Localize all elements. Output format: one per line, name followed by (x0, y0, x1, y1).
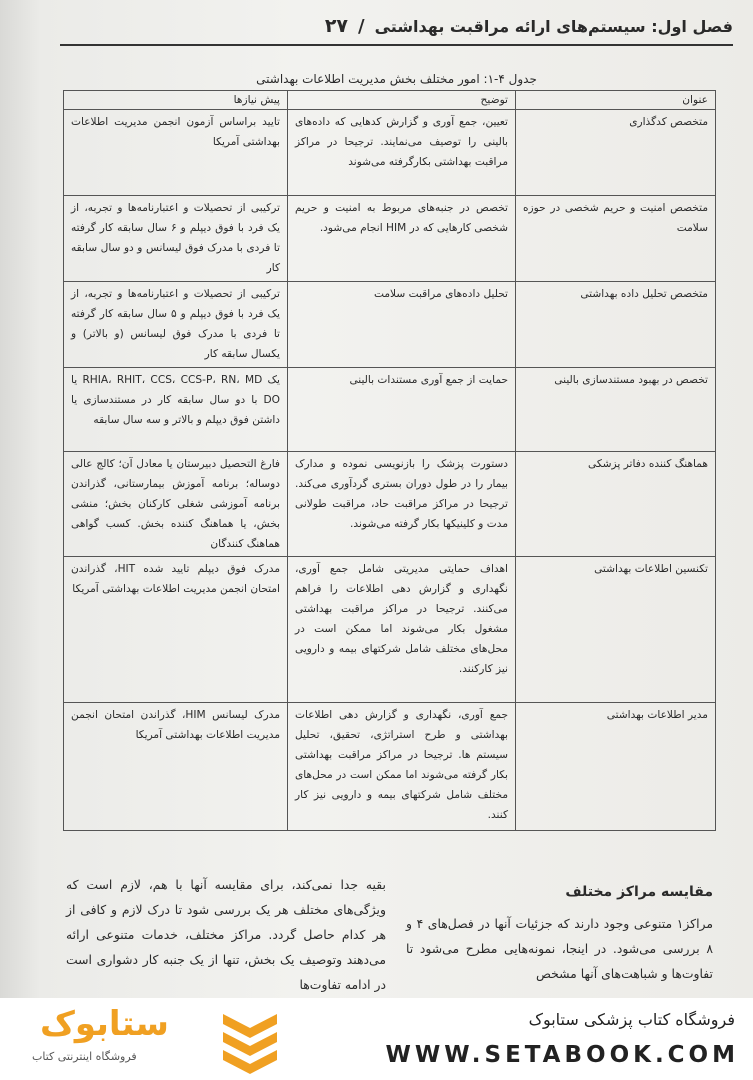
role-title: هماهنگ کننده دفاتر پزشکی (516, 452, 716, 557)
role-description: حمایت از جمع آوری مستندات بالینی (288, 368, 516, 452)
role-title: تکنسین اطلاعات بهداشتی (516, 557, 716, 703)
role-description: تحلیل داده‌های مراقبت سلامت (288, 282, 516, 368)
role-description: تعیین، جمع آوری و گزارش کدهایی که داده‌های بالینی را توصیف می‌نمایند. ترجیحا در مراکز مراقبت بهداشتی بکارگرفته می‌شوند (288, 110, 516, 196)
logo-brand: ستابوک (40, 1004, 169, 1044)
page-header (60, 8, 733, 46)
section-paragraph: مراکز۱ متنوعی وجود دارند که جزئیات آنها در فصل‌های ۴ و ۸ بررسی می‌شود. در اینجا، نمونه‌هایی مطرح می‌شود تا تفاوت‌ها و شباهت‌های آنها مشخص (406, 916, 713, 981)
logo-subtitle: فروشگاه اینترنتی کتاب (32, 1050, 137, 1063)
header-separator: / (358, 15, 365, 37)
role-prerequisites: تایید براساس آزمون انجمن مدیریت اطلاعات بهداشتی آمریکا (64, 110, 288, 196)
table-row (64, 557, 716, 703)
role-prerequisites: ترکیبی از تحصیلات و اعتبارنامه‌ها و تجربه، از یک فرد با فوق دیپلم و ۶ سال سابقه کار گرفته تا فردی با مدرک فوق لیسانس و دو سال سابقه کار (64, 196, 288, 282)
chapter-title: فصل اول: سیستم‌های ارائه مراقبت بهداشتی (374, 16, 733, 36)
section-heading: مقایسه مراکز مختلف (565, 884, 713, 900)
logo[interactable] (18, 1004, 208, 1072)
roles-table (63, 90, 716, 831)
table-row (64, 282, 716, 368)
role-prerequisites: مدرک فوق دیپلم تایید شده HIT، گذراندن امتحان انجمن مدیریت اطلاعات بهداشتی آمریکا (64, 557, 288, 703)
role-title: متخصص امنیت و حریم شخصی در حوزه سلامت (516, 196, 716, 282)
header-description: توضیح (288, 91, 516, 110)
body-text-right-column (406, 880, 713, 986)
role-description: تخصص در جنبه‌های مربوط به امنیت و حریم شخصی کارهایی که در HIM انجام می‌شود. (288, 196, 516, 282)
role-prerequisites: یک RHIA، RHIT، CCS، CCS-P، RN، MD یا DO با دو سال سابقه کار در مستندسازی یا داشتن فوق دیپلم و بالاتر و سه سال سابقه (64, 368, 288, 452)
table-row (64, 110, 716, 196)
body-text-left: بقیه جدا نمی‌کند، برای مقایسه آنها با هم، لازم است که ویژگی‌های مختلف هر یک بررسی شود تا درک لازم و کافی از هر کدام حاصل گردد. مراکز مختلف، خدمات متنوعی ارائه می‌دهند وتوصیف یک بخش، تنها از یک جنبه کار دشواری است در ادامه تفاوت‌ها (66, 877, 386, 992)
shop-url[interactable]: WWW.SETABOOK.COM (385, 1042, 739, 1068)
role-title: مدیر اطلاعات بهداشتی (516, 703, 716, 831)
header-title: عنوان (516, 91, 716, 110)
table-row (64, 196, 716, 282)
table-caption: جدول ۴-۱: امور مختلف بخش مدیریت اطلاعات بهداشتی (256, 72, 537, 86)
table-row (64, 368, 716, 452)
shop-name: فروشگاه کتاب پزشکی ستابوک (528, 1010, 735, 1029)
role-description: دستورت پزشک را بازنویسی نموده و مدارک بیمار را در طول دوران بستری گردآوری می‌کند. ترجیحا در مراکز مراقبت حاد، مراقبت طولانی مدت و کلینیکها بکار گرفته می‌شوند. (288, 452, 516, 557)
role-title: متخصص تحلیل داده بهداشتی (516, 282, 716, 368)
header-prerequisites: پیش نیازها (64, 91, 288, 110)
role-prerequisites: فارغ التحصیل دبیرستان یا معادل آن؛ کالج عالی دوساله؛ برنامه آموزش بیمارستانی، گذراندن برنامه آموزشی شغلی کارکنان بخش؛ منشی بخش، یا هماهنگ کننده بخش. کسب گواهی هماهنگ کنندگان (64, 452, 288, 557)
page-number: ۲۷ (324, 15, 349, 37)
role-prerequisites: ترکیبی از تحصیلات و اعتبارنامه‌ها و تجربه، از یک فرد با فوق دیپلم و ۵ سال سابقه کار گرفته تا فردی با مدرک فوق لیسانس (و بالاتر) و یکسال سابقه کار (64, 282, 288, 368)
role-description: جمع آوری، نگهداری و گزارش دهی اطلاعات بهداشتی و طرح استراتژی، تحقیق، تحلیل سیستم ها. ترجیحا در مراکز مراقبت بهداشتی بکار گرفته می‌شوند اما ممکن است در محل‌های مختلف شامل شرکتهای بیمه و دارویی نیز کار کنند. (288, 703, 516, 831)
role-title: متخصص کدگذاری (516, 110, 716, 196)
table-row (64, 703, 716, 831)
role-prerequisites: مدرک لیسانس HIM، گذراندن امتحان انجمن مدیریت اطلاعات بهداشتی آمریکا (64, 703, 288, 831)
table-row (64, 452, 716, 557)
table-header-row (64, 91, 716, 110)
role-title: تخصص در بهبود مستندسازی بالینی (516, 368, 716, 452)
watermark-footer (0, 998, 753, 1080)
role-description: اهداف حمایتی مدیریتی شامل جمع آوری، نگهداری و گزارش دهی اطلاعات را فراهم می‌کنند. ترجیحا در مراکز مراقبت بهداشتی مشغول بکار می‌شوند اما ممکن است در محل‌های مختلف شامل شرکتهای بیمه و دارویی نیز کارکنند. (288, 557, 516, 703)
logo-chevrons-icon (215, 1004, 285, 1074)
